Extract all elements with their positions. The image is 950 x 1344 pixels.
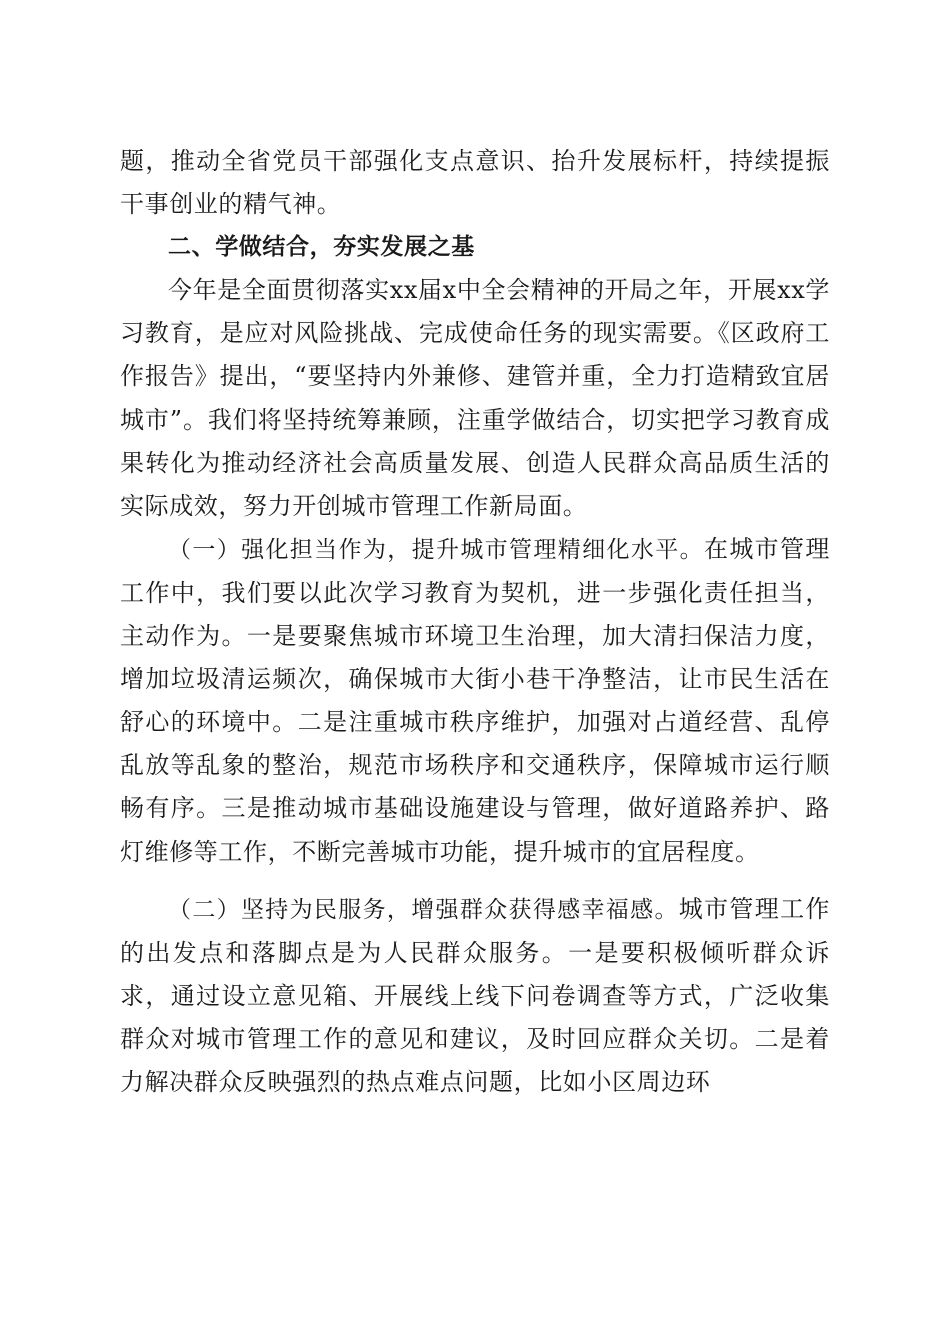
section-heading: 二、学做结合，夯实发展之基 (168, 234, 475, 261)
document-page (120, 140, 830, 1104)
subsection-1-paragraph (120, 528, 830, 874)
subsection-1-body: 在城市管理工作中，我们要以此次学习教育为契机，进一步强化责任担当，主动作为。一是要聚焦城市环境卫生治理，加大清扫保洁力度，增加垃圾清运频次，确保城市大街小巷干净整洁，让市民生活在舒心的环境中。二是注重城市秩序维护，加强对占道经营、乱停乱放等乱象的整治，规范市场秩序和交通秩序，保障城市运行顺畅有序。三是推动城市基础设施建设与管理，做好道路养护、路灯维修等工作，不断完善城市功能，提升城市的宜居程度。 (120, 534, 830, 866)
intro-paragraph: 今年是全面贯彻落实xx届x中全会精神的开局之年，开展xx学习教育，是应对风险挑战、完成使命任务的现实需要。《区政府工作报告》提出，“要坚持内外兼修、建管并重，全力打造精致宜居城市”。我们将坚持统筹兼顾，注重学做结合，切实把学习教育成果转化为推动经济社会高质量发展、创造人民群众高品质生活的实际成效，努力开创城市管理工作新局面。 (120, 276, 830, 520)
continuation-paragraph: 题，推动全省党员干部强化支点意识、抬升发展标杆，持续提振干事创业的精气神。 (120, 147, 830, 219)
paragraph-gap (120, 874, 830, 888)
subsection-2-paragraph (120, 888, 830, 1104)
subsection-1-lead: （一）强化担当作为，提升城市管理精细化水平。 (168, 536, 704, 563)
subsection-2-body: 城市管理工作的出发点和落脚点是为人民群众服务。一是要积极倾听群众诉求，通过设立意见箱、开展线上线下问卷调查等方式，广泛收集群众对城市管理工作的意见和建议，及时回应群众关切。二是着力解决群众反映强烈的热点难点问题，比如小区周边环 (120, 894, 830, 1096)
subsection-2-lead: （二）坚持为民服务，增强群众获得感幸福感。 (168, 896, 679, 923)
